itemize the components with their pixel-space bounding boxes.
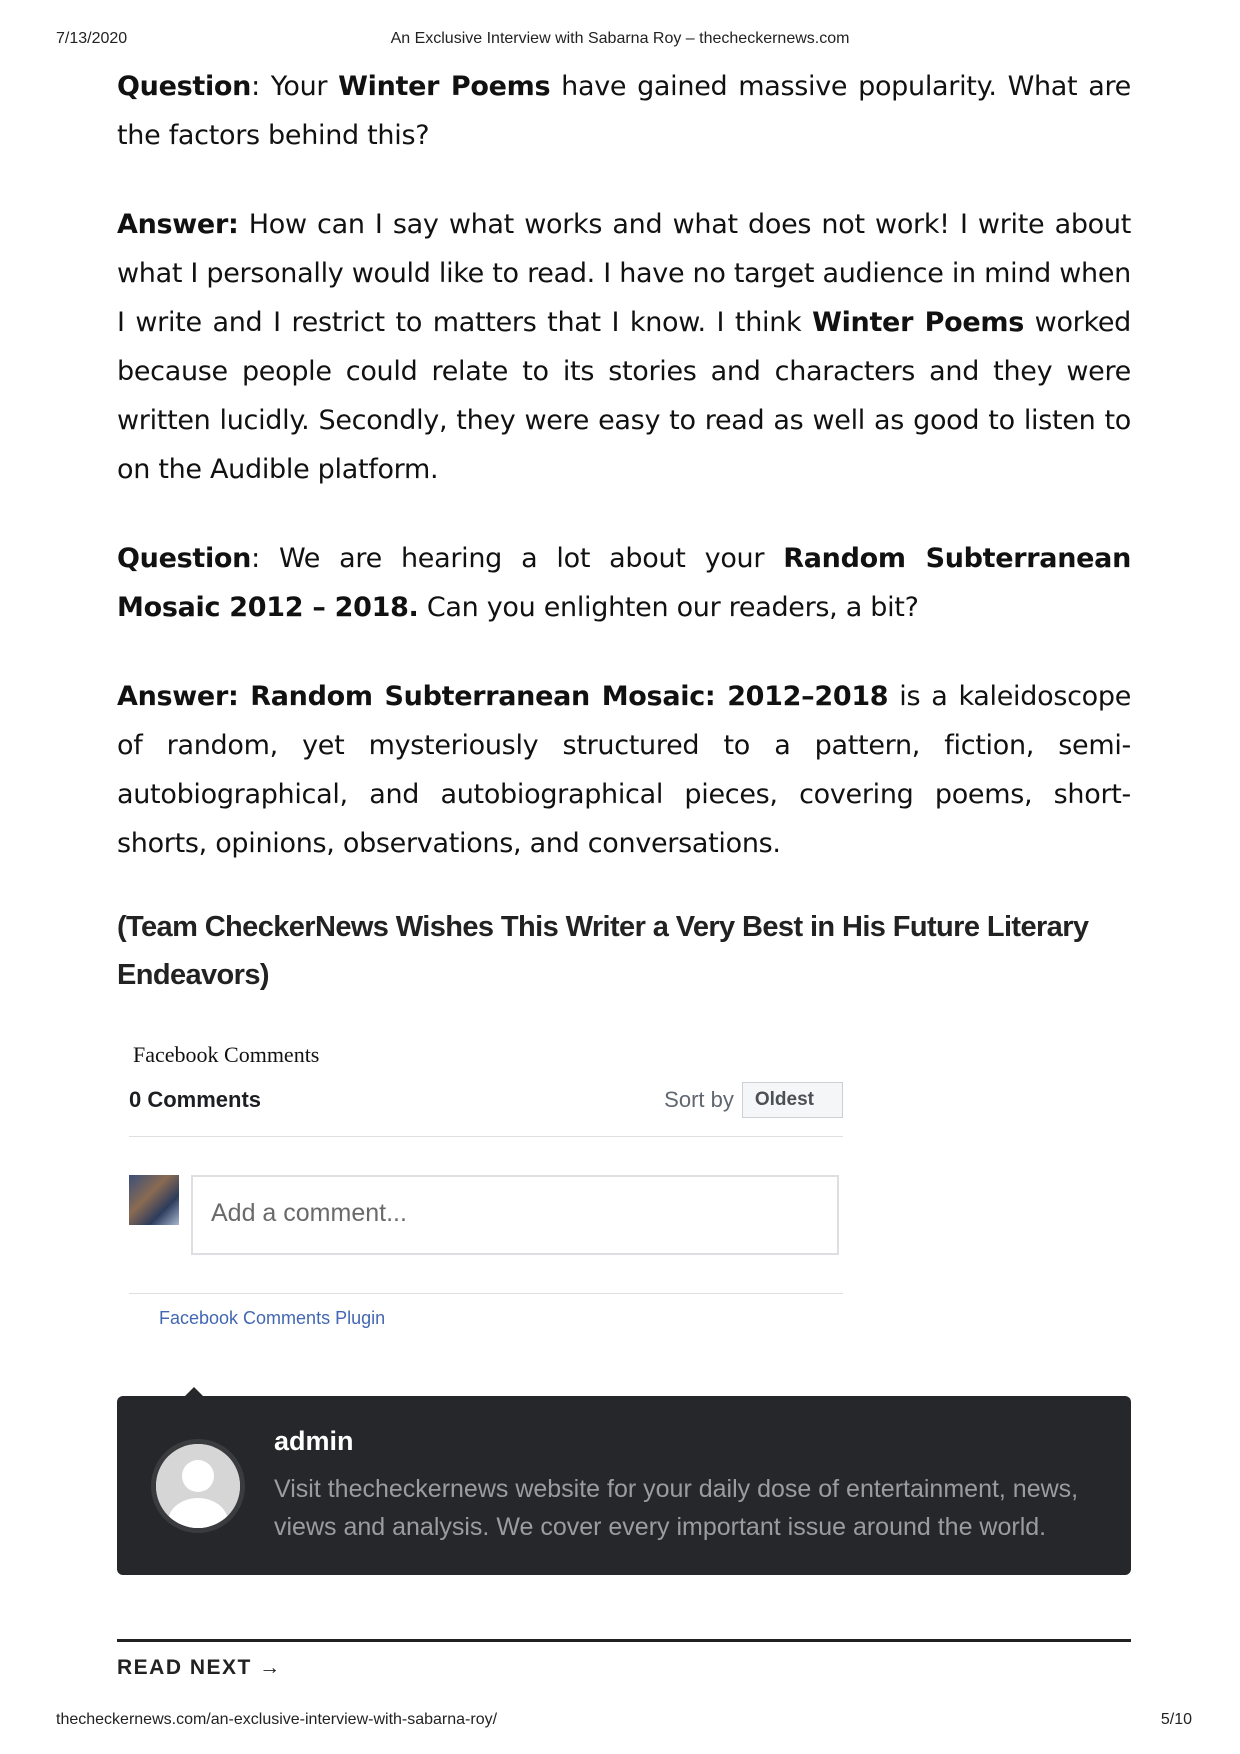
book-title: Random Subterranean Mosaic 2012 – 2018. xyxy=(117,543,1132,623)
book-title: Winter Poems xyxy=(338,71,551,102)
closing-statement: (Team CheckerNews Wishes This Writer a Very Best in His Future Literary Endeavors) xyxy=(117,911,1089,991)
answer-label: Answer: xyxy=(117,681,251,712)
book-title: Random Subterranean Mosaic: 2012–2018 xyxy=(250,681,889,712)
answer-2 xyxy=(117,672,1131,868)
sort-control xyxy=(664,1082,843,1118)
question-1 xyxy=(117,62,1131,160)
author-name[interactable]: admin xyxy=(274,1426,354,1456)
sort-label: Sort by xyxy=(664,1087,734,1112)
interview-article xyxy=(117,62,1131,908)
author-bio: Visit thecheckernews website for your daily dose of entertainment, news, views and analysis. We cover every important issue around the world. xyxy=(274,1475,1079,1541)
question-text: : We are hearing a lot about your xyxy=(251,543,784,574)
author-avatar xyxy=(151,1439,245,1533)
read-next-link[interactable]: READ NEXT → xyxy=(117,1639,1131,1680)
print-url: thecheckernews.com/an-exclusive-interview-with-sabarna-roy/ xyxy=(56,1711,498,1728)
facebook-plugin-link[interactable]: Facebook Comments Plugin xyxy=(129,1293,843,1329)
comment-composer xyxy=(129,1175,843,1255)
answer-label: Answer: xyxy=(117,209,239,240)
answer-1 xyxy=(117,200,1131,494)
sort-select[interactable]: Oldest xyxy=(742,1082,843,1118)
answer-text: is a kaleidoscope of random, yet mysteriously structured to a pattern, fiction, semi-autobiographical, and autobiographical pieces, covering poems, short-shorts, opinions, observations, and conversations. xyxy=(117,681,1132,859)
question-text: Can you enlighten our readers, a bit? xyxy=(418,592,919,623)
comments-toolbar xyxy=(129,1082,843,1137)
question-label: Question xyxy=(117,71,252,102)
print-date: 7/13/2020 xyxy=(56,30,128,47)
person-icon xyxy=(156,1444,240,1528)
question-text: have gained massive popularity. What are the factors behind this? xyxy=(117,71,1131,151)
facebook-comments-heading: Facebook Comments xyxy=(133,1042,320,1067)
print-page-title: An Exclusive Interview with Sabarna Roy – thecheckernews.com xyxy=(390,30,850,47)
facebook-comments-widget xyxy=(129,1042,843,1329)
answer-text: worked because people could relate to its stories and characters and they were written lucidly. Secondly, they were easy to read as well as good to listen to on the Audible platform. xyxy=(117,307,1132,485)
page-number: 5/10 xyxy=(1160,1711,1192,1728)
comment-input[interactable]: Add a comment... xyxy=(191,1175,839,1255)
comment-count: 0 Comments xyxy=(129,1087,262,1112)
question-text: : Your xyxy=(251,71,339,102)
author-box xyxy=(117,1396,1131,1575)
book-title: Winter Poems xyxy=(812,307,1024,338)
user-avatar xyxy=(129,1175,179,1225)
answer-text: How can I say what works and what does not work! I write about what I personally would like to read. I have no target audience in mind when I write and I restrict to matters that I know. I think xyxy=(117,209,1131,338)
question-label: Question xyxy=(117,543,252,574)
question-2 xyxy=(117,534,1131,632)
